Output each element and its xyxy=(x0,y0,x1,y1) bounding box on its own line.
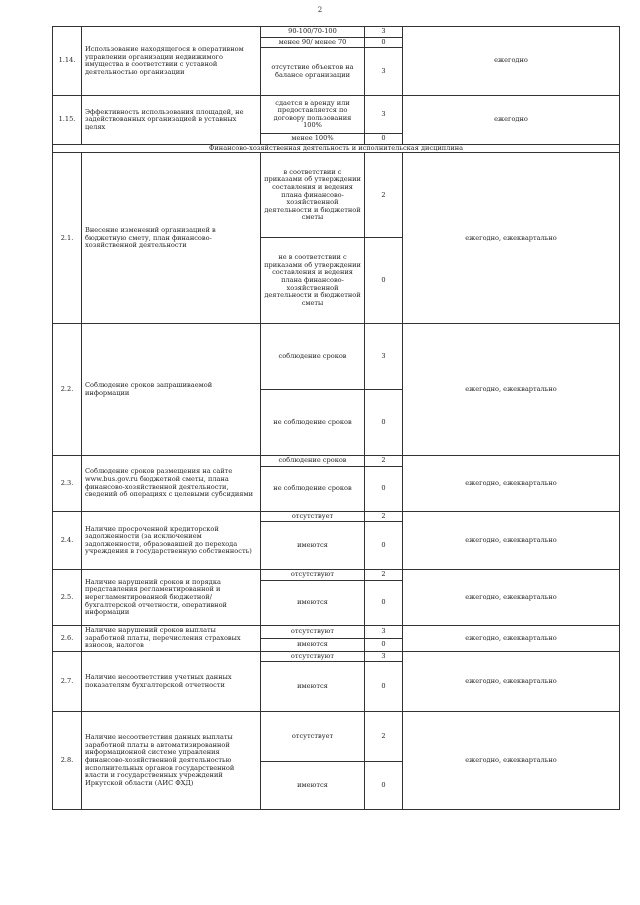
score-cell: 0 xyxy=(365,638,403,651)
period-cell: ежегодно, ежеквартально xyxy=(403,570,620,626)
criterion-name: Наличие просроченной кредиторской задолженности (за исключением задолженности, образовавшей до перехода учреждения в государственную собственность) xyxy=(82,511,261,570)
table-row xyxy=(53,27,620,38)
score-cell: 3 xyxy=(365,626,403,639)
score-cell: 2 xyxy=(365,712,403,762)
condition-cell: не в соответствии с приказами об утверждении составления и ведения плана финансово-хозяйственной деятельности и бюджетной сметы xyxy=(261,238,365,324)
condition-cell: имеются xyxy=(261,522,365,570)
table-row xyxy=(53,456,620,467)
condition-cell: отсутствие объектов на балансе организации xyxy=(261,48,365,96)
table-row xyxy=(53,626,620,639)
criterion-name: Использование находящегося в оперативном управлении организации недвижимого имущества в соответствии с уставной деятельностью организации xyxy=(82,27,261,96)
condition-cell: имеются xyxy=(261,638,365,651)
period-cell: ежегодно, ежеквартально xyxy=(403,511,620,570)
condition-cell: менее 100% xyxy=(261,134,365,145)
condition-cell: отсутствуют xyxy=(261,570,365,581)
period-cell: ежегодно, ежеквартально xyxy=(403,651,620,712)
criteria-table xyxy=(52,26,620,810)
row-number: 2.1. xyxy=(53,153,82,324)
condition-cell: имеются xyxy=(261,662,365,712)
table-row xyxy=(53,712,620,762)
condition-cell: не соблюдение сроков xyxy=(261,390,365,456)
table-row xyxy=(53,651,620,662)
condition-cell: в соответствии с приказами об утверждении составления и ведения плана финансово-хозяйственной деятельности и бюджетной сметы xyxy=(261,153,365,238)
table-row xyxy=(53,511,620,522)
criterion-name: Наличие нарушений сроков и порядка представления регламентированной и нерегламентированной бюджетной/бухгалтерской отчетности, оперативной информации xyxy=(82,570,261,626)
row-number: 2.7. xyxy=(53,651,82,712)
condition-cell: не соблюдение сроков xyxy=(261,466,365,511)
criterion-name: Соблюдение сроков запрашиваемой информации xyxy=(82,324,261,456)
row-number: 1.15. xyxy=(53,96,82,145)
score-cell: 3 xyxy=(365,48,403,96)
score-cell: 2 xyxy=(365,570,403,581)
criterion-name: Эффективность использования площадей, не задействованных организацией в уставных целях xyxy=(82,96,261,145)
section-title: Финансово-хозяйственная деятельность и исполнительская дисциплина xyxy=(53,144,620,153)
row-number: 1.14. xyxy=(53,27,82,96)
criterion-name: Наличие нарушений сроков выплаты заработной платы, перечисления страховых взносов, налогов xyxy=(82,626,261,652)
criterion-name: Наличие несоответствия учетных данных показателям бухгалтерской отчетности xyxy=(82,651,261,712)
condition-cell: имеются xyxy=(261,581,365,626)
table-row xyxy=(53,153,620,238)
condition-cell: соблюдение сроков xyxy=(261,324,365,390)
score-cell: 2 xyxy=(365,153,403,238)
score-cell: 0 xyxy=(365,37,403,48)
period-cell: ежегодно, ежеквартально xyxy=(403,456,620,512)
condition-cell: сдается в аренду или предоставляется по договору пользования 100% xyxy=(261,96,365,134)
table-row xyxy=(53,96,620,134)
condition-cell: менее 90/ менее 70 xyxy=(261,37,365,48)
score-cell: 0 xyxy=(365,390,403,456)
page-number: 2 xyxy=(317,6,323,14)
criterion-name: Внесение изменений организацией в бюджетную смету, план финансово-хозяйственной деятельности xyxy=(82,153,261,324)
row-number: 2.8. xyxy=(53,712,82,810)
table-row xyxy=(53,570,620,581)
score-cell: 2 xyxy=(365,456,403,467)
row-number: 2.5. xyxy=(53,570,82,626)
condition-cell: отсутствуют xyxy=(261,626,365,639)
period-cell: ежегодно xyxy=(403,27,620,96)
condition-cell: отсутствуют xyxy=(261,651,365,662)
condition-cell: отсутствует xyxy=(261,712,365,762)
score-cell: 0 xyxy=(365,762,403,810)
score-cell: 2 xyxy=(365,511,403,522)
condition-cell: 90-100/70-100 xyxy=(261,27,365,38)
period-cell: ежегодно, ежеквартально xyxy=(403,712,620,810)
row-number: 2.3. xyxy=(53,456,82,512)
condition-cell: отсутствует xyxy=(261,511,365,522)
score-cell: 0 xyxy=(365,466,403,511)
criterion-name: Наличие несоответствия данных выплаты заработной платы в автоматизированной информационной системе управления финансово-хозяйственной деятельностью исполнительных органов государственной власти и государственных учреждений Иркутской области (АИС ФХД) xyxy=(82,712,261,810)
score-cell: 0 xyxy=(365,662,403,712)
period-cell: ежегодно xyxy=(403,96,620,145)
period-cell: ежегодно, ежеквартально xyxy=(403,324,620,456)
row-number: 2.6. xyxy=(53,626,82,652)
score-cell: 0 xyxy=(365,238,403,324)
section-row xyxy=(53,144,620,153)
score-cell: 3 xyxy=(365,96,403,134)
score-cell: 0 xyxy=(365,522,403,570)
table-row xyxy=(53,324,620,390)
criterion-name: Соблюдение сроков размещения на сайте www.bus.gov.ru бюджетной сметы, плана финансово-хозяйственной деятельности, сведений об операциях с целевыми субсидиями xyxy=(82,456,261,512)
score-cell: 3 xyxy=(365,651,403,662)
score-cell: 3 xyxy=(365,27,403,38)
period-cell: ежегодно, ежеквартально xyxy=(403,153,620,324)
score-cell: 0 xyxy=(365,134,403,145)
score-cell: 0 xyxy=(365,581,403,626)
period-cell: ежегодно, ежеквартально xyxy=(403,626,620,652)
condition-cell: имеются xyxy=(261,762,365,810)
row-number: 2.2. xyxy=(53,324,82,456)
score-cell: 3 xyxy=(365,324,403,390)
condition-cell: соблюдение сроков xyxy=(261,456,365,467)
row-number: 2.4. xyxy=(53,511,82,570)
